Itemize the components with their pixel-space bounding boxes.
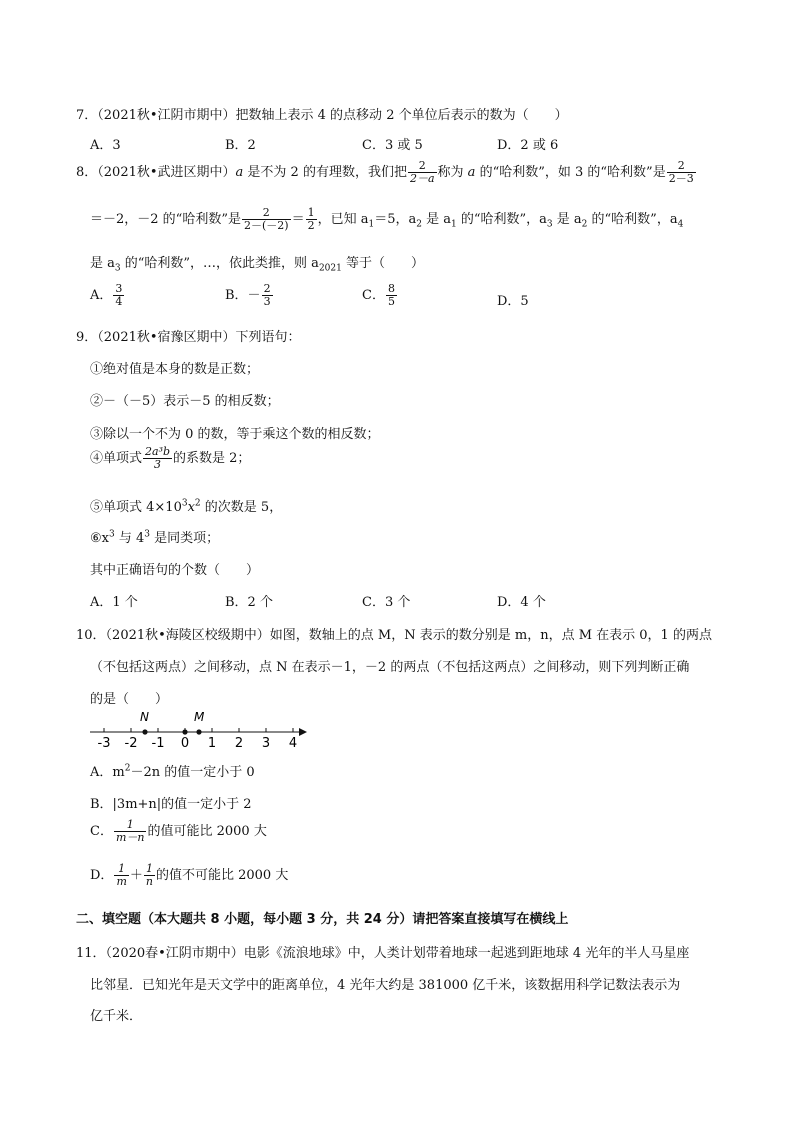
point-origin	[182, 729, 187, 734]
point-n	[142, 729, 147, 734]
number-line-arrow-icon	[299, 728, 307, 736]
q8-fraction-2-over-2-minus-a: $\frac{2}{2-a}$	[409, 159, 435, 185]
q8-fraction-2-over-2-plus-2: $\frac{2}{2-(-2)}$	[243, 206, 289, 232]
q8-option-d: D．5	[497, 294, 529, 309]
q10-option-b: B．|3m+n|的值一定小于 2	[90, 797, 252, 812]
q9-option-b: B．2 个	[225, 595, 273, 610]
q8-line3: 是 $a_3$ 的“哈利数”，…，依此类推，则 $a_{2021}$ 等于（ ）	[90, 256, 424, 274]
q10-line3: 的是（ ）	[90, 692, 169, 707]
q8-option-b: B．－ $\frac{2}{3}$	[225, 282, 271, 308]
tick-label: 0	[180, 736, 190, 751]
q11-line2: 比邻星．已知光年是天文学中的距离单位，4 光年大约是 381000 亿千米，该数据用科学记数法表示为	[90, 978, 681, 993]
q11-line1: 11．（2020春•江阴市期中）电影《流浪地球》中，人类计划带着地球一起逃到距地球 4 光年的半人马星座	[76, 946, 690, 961]
q7-option-d: D．2 或 6	[497, 138, 559, 153]
q10-line1: 10．（2021秋•海陵区校级期中）如图，数轴上的点 M，N 表示的数分别是 m，n，点 M 在表示 0，1 的两点	[76, 628, 712, 643]
tick-label: -1	[151, 736, 165, 751]
q8-line2: ＝－2，－2 的“哈利数”是 $\frac{2}{2-(-2)}$ ＝ $\frac{1}{2}$ ，已知 $a_1=5$，$a_2$ 是 $a_1$ 的“哈利数”，$a_3$ 是 $a_2$ 的“哈利数”，$a_4$	[90, 206, 684, 232]
q7-option-c: C．3 或 5	[362, 138, 423, 153]
q9-statement-6: $⑥x^3$ 与 $4^3$ 是同类项；	[90, 529, 220, 546]
number-line-figure	[85, 708, 315, 752]
q9-option-a: A．1 个	[90, 595, 138, 610]
q10-line2: （不包括这两点）之间移动，点 N 在表示－1，－2 的两点（不包括这两点）之间移动，则下列判断正确	[90, 660, 690, 675]
q10-option-c: C． $\frac{1}{m-n}$ 的值可能比 2000 大	[90, 818, 267, 844]
q9-statement-3: ③除以一个不为 0 的数，等于乘这个数的相反数；	[90, 427, 380, 442]
tick-label: -3	[97, 736, 111, 751]
label-n: N	[140, 710, 149, 724]
q9-statement-2: ②－（－5）表示－5 的相反数；	[90, 394, 280, 409]
q9-ask: 其中正确语句的个数（ ）	[90, 563, 260, 578]
q7-option-b: B．2	[225, 138, 256, 153]
q9-statement-4: ④单项式 $\frac{\text{2a³b}}{3}$ 的系数是 2；	[90, 445, 251, 471]
q9-stem: 9．（2021秋•宿豫区期中）下列语句：	[76, 330, 301, 345]
q8-fraction-2-over-2-minus-3: $\frac{2}{2-3}$	[668, 159, 694, 185]
q8-option-c: C． $\frac{8}{5}$	[362, 282, 395, 308]
tick-label: 4	[288, 736, 298, 751]
q7-option-a: A．3	[90, 138, 121, 153]
q9-option-d: D．4 个	[497, 595, 546, 610]
section-2-title: 二、填空题（本大题共 8 小题，每小题 3 分，共 24 分）请把答案直接填写在横线上	[76, 912, 569, 927]
tick-label: -2	[124, 736, 138, 751]
q9-option-c: C．3 个	[362, 595, 411, 610]
q8-option-a: A． $\frac{3}{4}$	[90, 282, 123, 308]
q9-statement-1: ①绝对值是本身的数是正数；	[90, 362, 260, 377]
point-m	[196, 729, 201, 734]
q11-line3: 亿千米．	[90, 1009, 143, 1024]
q9-statement-5: ⑤单项式 $4\times 10^3x^2$ 的次数是 5，	[90, 498, 283, 515]
q8-fraction-1-over-2: $\frac{1}{2}$	[307, 206, 315, 232]
label-m: M	[194, 710, 205, 724]
q10-option-d: D． $\frac{1}{m}$ ＋ $\frac{1}{n}$ 的值不可能比 2000 大	[90, 862, 289, 888]
q10-option-a: A．$m^2-2n$ 的值一定小于 0	[90, 763, 255, 780]
tick-label: 3	[261, 736, 271, 751]
tick-label: 2	[234, 736, 244, 751]
tick-label: 1	[207, 736, 217, 751]
q8-line1: 8．（2021秋•武进区期中）a 是不为 2 的有理数，我们把 $\frac{2}{2-a}$ 称为 a 的“哈利数”，如 3 的“哈利数”是 $\frac{2}{2-3}$	[76, 159, 694, 185]
q7-stem: 7．（2021秋•江阴市期中）把数轴上表示 4 的点移动 2 个单位后表示的数为（ ）	[76, 108, 568, 123]
